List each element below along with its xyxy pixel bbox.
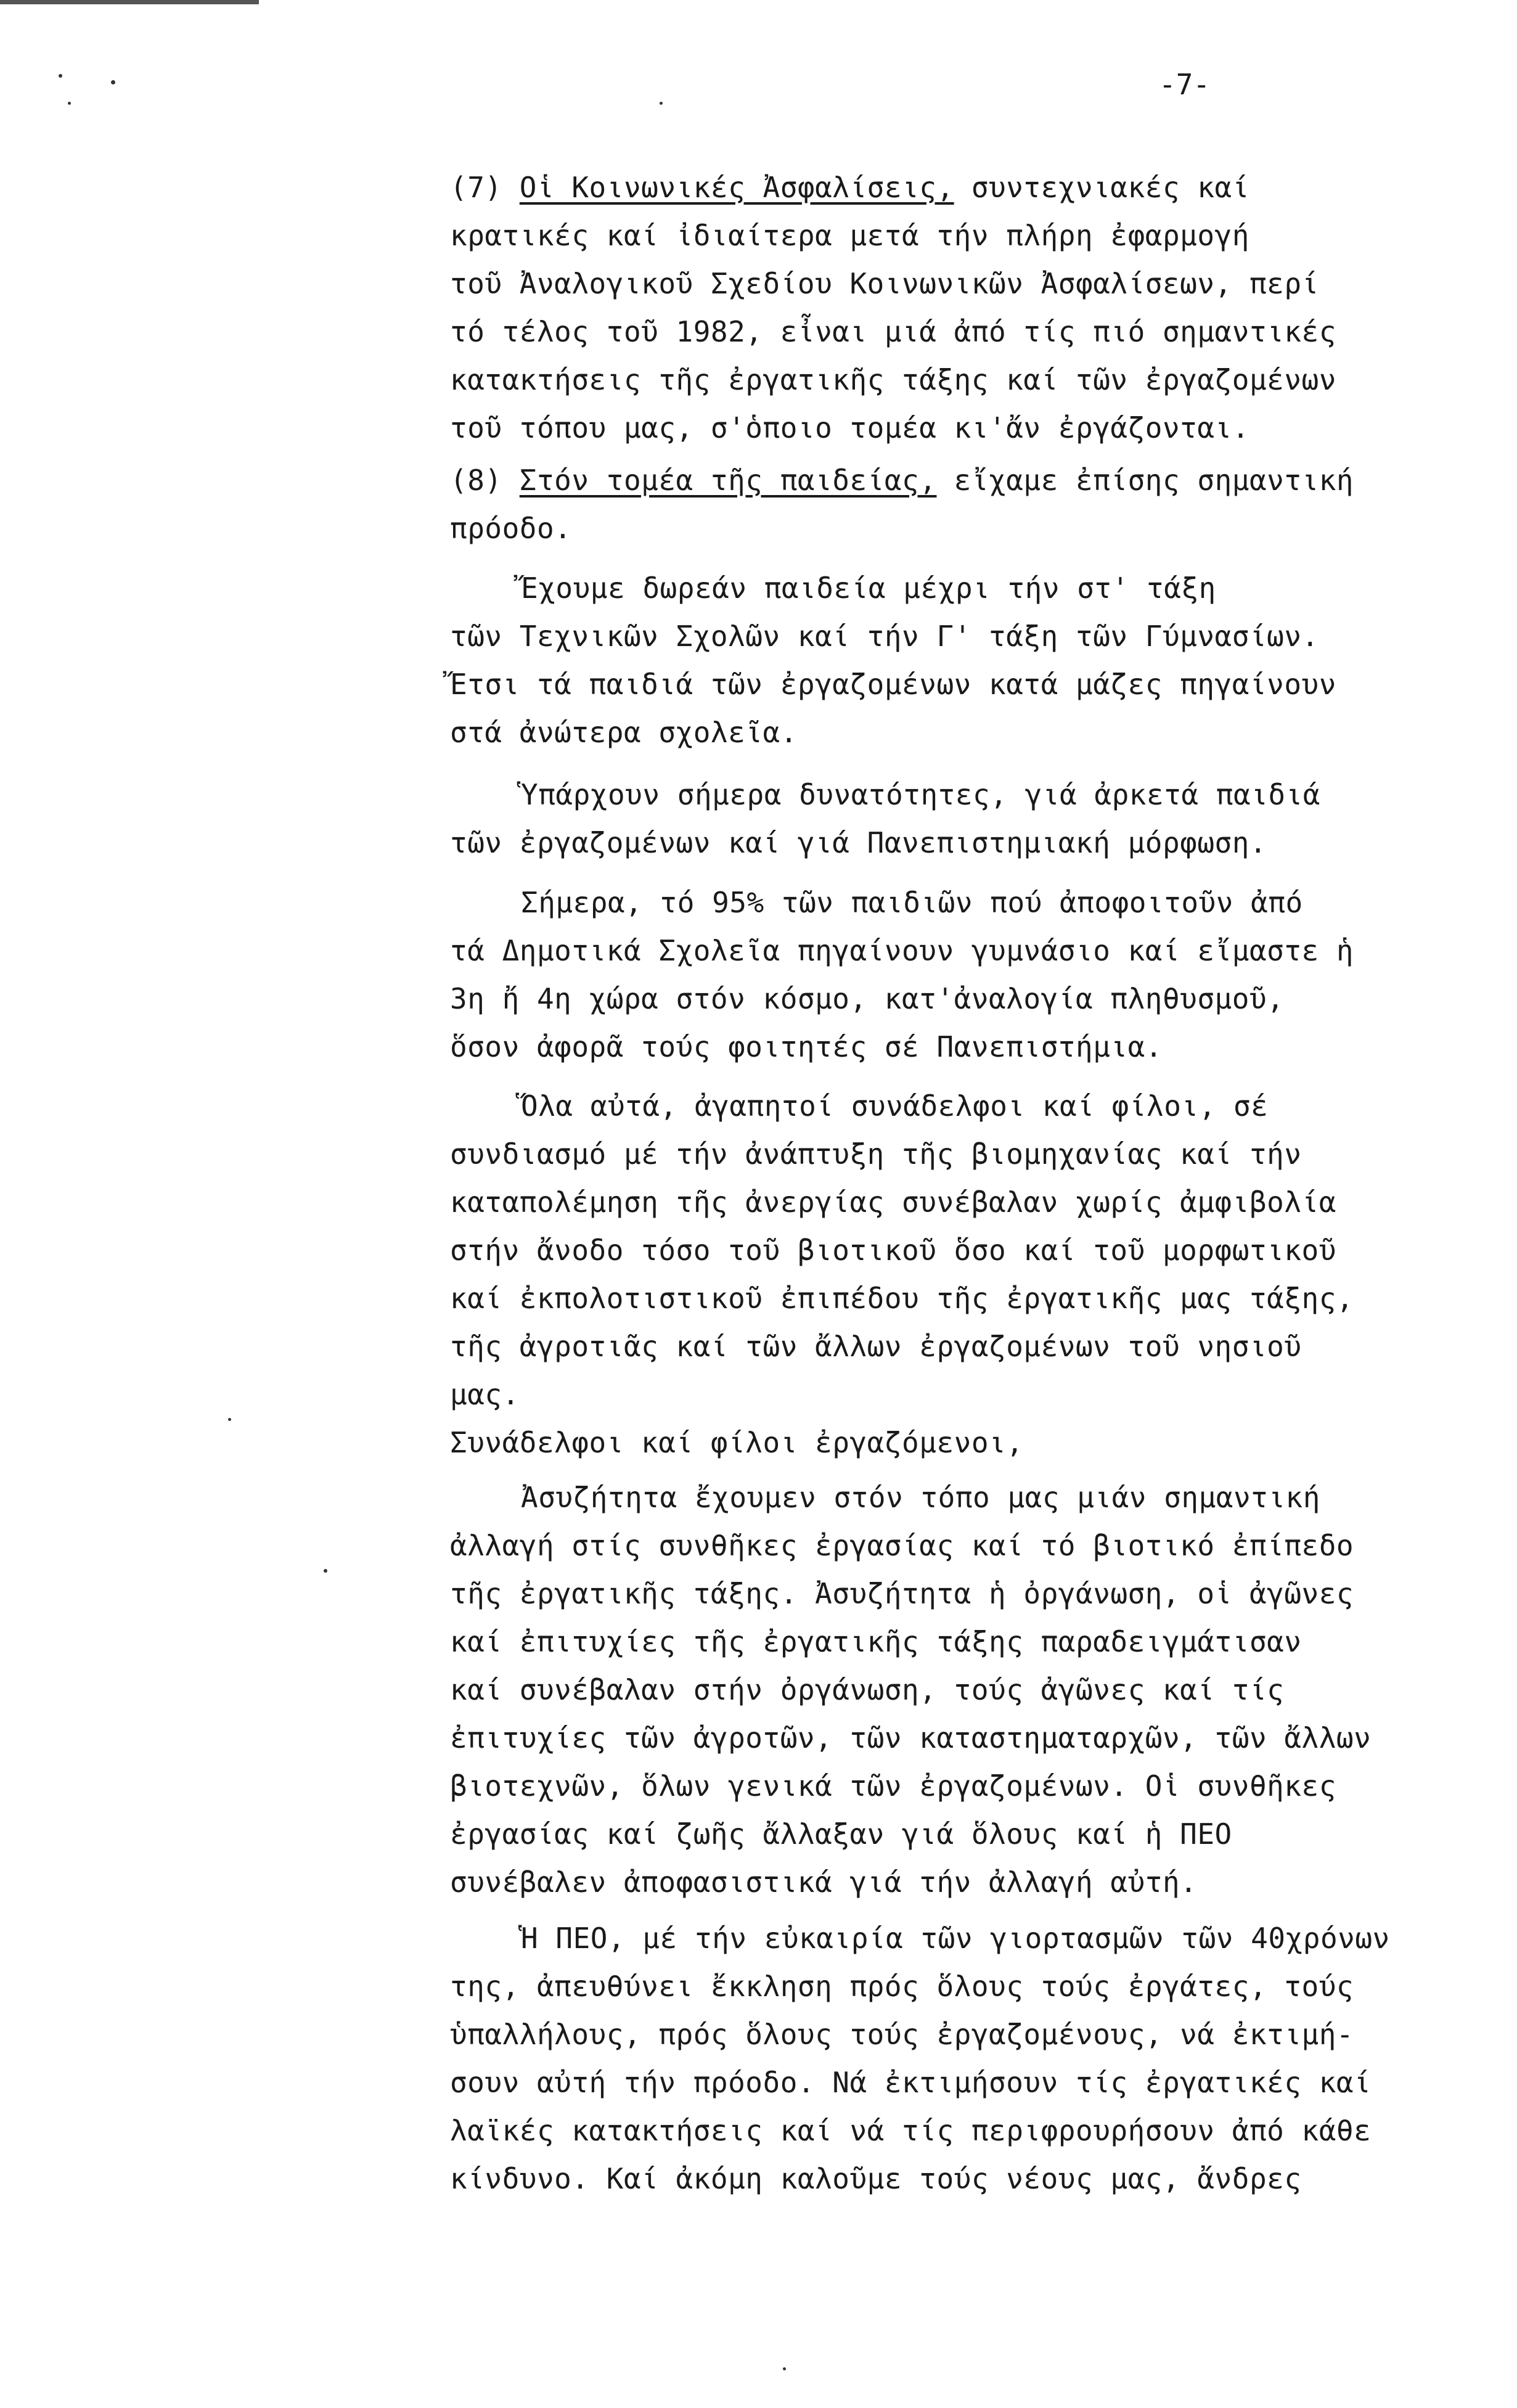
text-line: καί ἐπιτυχίες τῆς ἐργατικῆς τάξης παραδειγμάτισαν [450, 1625, 1302, 1658]
text-line: Ἔχουμε δωρεάν παιδεία μέχρι τήν στ' τάξη [521, 571, 1216, 605]
paragraph [450, 456, 1467, 552]
text-line: (8) Στόν τομέα τῆς παιδείας, εἴχαμε ἐπίσης σημαντική [450, 464, 1354, 497]
text-line: στά ἀνώτερα σχολεῖα. [450, 716, 798, 749]
scan-speck [324, 1569, 327, 1573]
text-line: ὑπαλλήλους, πρός ὅλους τούς ἐργαζομένους, νά ἐκτιμή- [450, 2018, 1354, 2051]
text-line: ἐπιτυχίες τῶν ἀγροτῶν, τῶν καταστηματαρχῶν, τῶν ἄλλων [450, 1721, 1372, 1755]
paragraph [450, 878, 1467, 1071]
text-line: Ἡ ΠΕΟ, μέ τήν εὐκαιρία τῶν γιορτασμῶν τῶν 40χρόνων [521, 1922, 1390, 1955]
text-line: κατακτήσεις τῆς ἐργατικῆς τάξης καί τῶν ἐργαζομένων [450, 363, 1336, 396]
text-line: (7) Οἱ Κοινωνικές Ἀσφαλίσεις, συντεχνιακές καί [450, 171, 1249, 204]
text-line: Ἔτσι τά παιδιά τῶν ἐργαζομένων κατά μάζες πηγαίνουν [450, 668, 1336, 701]
scan-speck [111, 80, 115, 84]
text-line: τῶν ἐργαζομένων καί γιά Πανεπιστημιακή μόρφωση. [450, 826, 1267, 859]
scan-speck [228, 1418, 231, 1421]
scan-speck [783, 2367, 786, 2370]
text-line: τῶν Τεχνικῶν Σχολῶν καί τήν Γ' τάξη τῶν Γύμνασίων. [450, 620, 1319, 653]
scan-speck [68, 102, 71, 105]
text-line: μας. [450, 1378, 520, 1411]
text-line: κρατικές καί ἰδιαίτερα μετά τήν πλήρη ἐφαρμογή [450, 219, 1249, 252]
text-line: Ὑπάρχουν σήμερα δυνατότητες, γιά ἀρκετά παιδιά [521, 778, 1320, 811]
text-line: τοῦ τόπου μας, σ'ὁποιο τομέα κι'ἄν ἐργάζονται. [450, 411, 1249, 444]
text-line: κίνδυνο. Καί ἀκόμη καλοῦμε τούς νέους μας, ἄνδρες [450, 2162, 1302, 2195]
text-line: τοῦ Ἀναλογικοῦ Σχεδίου Κοινωνικῶν Ἀσφαλίσεων, περί [450, 267, 1319, 300]
text-line: ἀλλαγή στίς συνθῆκες ἐργασίας καί τό βιοτικό ἐπίπεδο [450, 1529, 1354, 1562]
scan-edge-mark [0, 0, 259, 4]
text-line: σουν αὐτή τήν πρόοδο. Νά ἐκτιμήσουν τίς ἐργατικές καί [450, 2066, 1372, 2099]
text-line: τό τέλος τοῦ 1982, εἶναι μιά ἀπό τίς πιό σημαντικές [450, 315, 1336, 348]
text-line: στήν ἄνοδο τόσο τοῦ βιοτικοῦ ὅσο καί τοῦ μορφωτικοῦ [450, 1234, 1336, 1267]
text-line: Συνάδελφοι καί φίλοι ἐργαζόμενοι, [450, 1426, 1024, 1459]
text-line: Ἀσυζήτητα ἔχουμεν στόν τόπο μας μιάν σημαντική [521, 1481, 1320, 1514]
text-line: ἐργασίας καί ζωῆς ἄλλαξαν γιά ὅλους καί ἡ ΠΕΟ [450, 1817, 1232, 1851]
text-line: πρόοδο. [450, 512, 572, 545]
page-number: -7- [1159, 68, 1211, 101]
paragraph [450, 1914, 1467, 2203]
text-line: καταπολέμηση τῆς ἀνεργίας συνέβαλαν χωρίς ἀμφιβολία [450, 1186, 1336, 1219]
text-line: καί συνέβαλαν στήν ὀργάνωση, τούς ἀγῶνες καί τίς [450, 1673, 1285, 1706]
text-line: βιοτεχνῶν, ὅλων γενικά τῶν ἐργαζομένων. Οἱ συνθῆκες [450, 1769, 1336, 1803]
text-line: τῆς ἀγροτιᾶς καί τῶν ἄλλων ἐργαζομένων τοῦ νησιοῦ [450, 1330, 1302, 1363]
paragraph [450, 564, 1467, 756]
paragraph [450, 1473, 1467, 1906]
scan-speck [59, 74, 62, 78]
scan-speck [660, 102, 663, 105]
text-line: Σήμερα, τό 95% τῶν παιδιῶν πού ἀποφοιτοῦν ἀπό [521, 886, 1303, 919]
text-line: ὅσον ἀφορᾶ τούς φοιτητές σέ Πανεπιστήμια. [450, 1030, 1163, 1063]
section-heading: Στόν τομέα τῆς παιδείας, [519, 464, 937, 497]
text-line: καί ἐκπολοτιστικοῦ ἐπιπέδου τῆς ἐργατικῆς μας τάξης, [450, 1282, 1354, 1315]
text-line: της, ἀπευθύνει ἔκκληση πρός ὅλους τούς ἐργάτες, τούς [450, 1970, 1354, 2003]
paragraph [450, 163, 1467, 452]
text-line: Ὅλα αὐτά, ἀγαπητοί συνάδελφοι καί φίλοι, σέ [521, 1089, 1269, 1123]
paragraph [450, 771, 1467, 867]
paragraph [450, 1082, 1467, 1467]
text-line: λαϊκές κατακτήσεις καί νά τίς περιφρουρήσουν ἀπό κάθε [450, 2114, 1372, 2147]
text-line: συνέβαλεν ἀποφασιστικά γιά τήν ἀλλαγή αὐτή. [450, 1865, 1198, 1899]
section-heading: Οἱ Κοινωνικές Ἀσφαλίσεις, [519, 171, 954, 204]
text-line: τῆς ἐργατικῆς τάξης. Ἀσυζήτητα ἡ ὀργάνωση, οἱ ἀγῶνες [450, 1577, 1354, 1610]
text-line: συνδιασμό μέ τήν ἀνάπτυξη τῆς βιομηχανίας καί τήν [450, 1137, 1302, 1171]
text-line: 3η ἤ 4η χώρα στόν κόσμο, κατ'ἀναλογία πληθυσμοῦ, [450, 982, 1285, 1015]
text-line: τά Δημοτικά Σχολεῖα πηγαίνουν γυμνάσιο καί εἴμαστε ἡ [450, 934, 1354, 967]
